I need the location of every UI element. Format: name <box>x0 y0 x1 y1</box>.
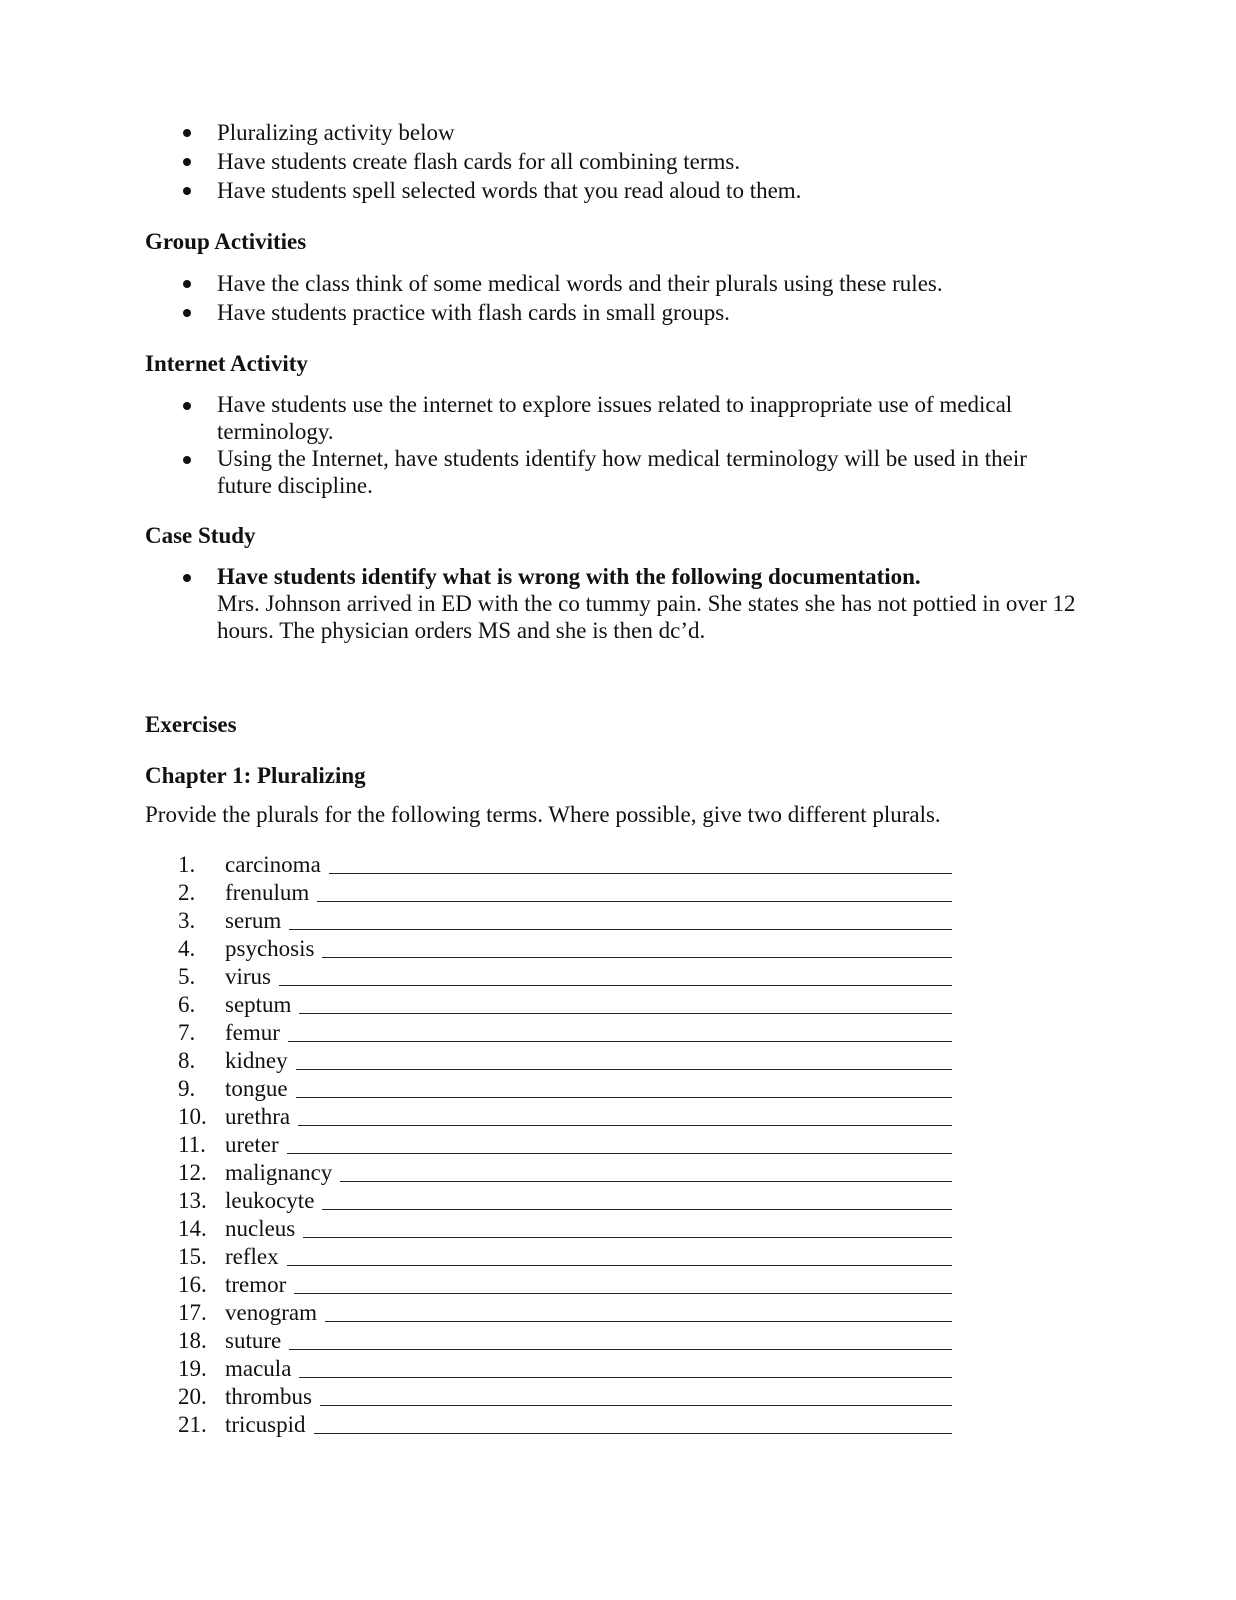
exercise-item <box>145 851 1085 879</box>
exercise-item <box>145 1383 1085 1411</box>
answer-blank[interactable] <box>289 1327 952 1350</box>
exercise-term: tongue <box>225 1076 288 1101</box>
exercise-number: 14. <box>178 1216 207 1241</box>
answer-blank[interactable] <box>289 907 952 930</box>
exercise-item <box>145 991 1085 1019</box>
exercise-number: 18. <box>178 1328 207 1353</box>
case-study-text: Mrs. Johnson arrived in ED with the co tummy pain. She states she has not pottied in over 12 hours. The physician orders MS and she is then dc’d. <box>217 591 1076 643</box>
exercise-term: tremor <box>225 1272 287 1297</box>
exercise-number: 1. <box>178 852 196 877</box>
exercise-number: 21. <box>178 1412 207 1437</box>
exercise-item <box>145 1327 1085 1355</box>
exercise-item <box>145 879 1085 907</box>
exercise-term: macula <box>225 1356 292 1381</box>
exercise-list <box>145 851 1085 1439</box>
exercise-number: 13. <box>178 1188 207 1213</box>
exercise-number: 7. <box>178 1020 196 1045</box>
list-item: Have students create flash cards for all combining terms. <box>145 147 1085 176</box>
exercise-term: kidney <box>225 1048 288 1073</box>
exercise-item <box>145 1355 1085 1383</box>
exercise-number: 15. <box>178 1244 207 1269</box>
answer-blank[interactable] <box>296 1047 952 1070</box>
exercise-item <box>145 935 1085 963</box>
exercise-term: carcinoma <box>225 852 321 877</box>
exercise-item <box>145 1019 1085 1047</box>
exercise-term: virus <box>225 964 271 989</box>
answer-blank[interactable] <box>288 1019 952 1042</box>
exercise-item <box>145 907 1085 935</box>
exercise-term: femur <box>225 1020 280 1045</box>
answer-blank[interactable] <box>287 1243 952 1266</box>
case-study-item <box>145 563 1085 644</box>
exercise-item <box>145 1187 1085 1215</box>
exercise-number: 12. <box>178 1160 207 1185</box>
exercise-item <box>145 1411 1085 1439</box>
exercise-instruction: Provide the plurals for the following terms. Where possible, give two different plurals. <box>145 802 941 827</box>
exercise-number: 10. <box>178 1104 207 1129</box>
top-bullet-list <box>145 118 1085 205</box>
answer-blank[interactable] <box>303 1215 952 1238</box>
internet-activity-list <box>145 391 1085 499</box>
answer-blank[interactable] <box>314 1411 952 1434</box>
exercise-item <box>145 1271 1085 1299</box>
internet-activity-heading: Internet Activity <box>145 351 308 376</box>
exercise-item <box>145 1103 1085 1131</box>
exercise-number: 17. <box>178 1300 207 1325</box>
exercise-number: 11. <box>178 1132 206 1157</box>
document-page <box>145 118 1085 1439</box>
exercise-term: venogram <box>225 1300 317 1325</box>
exercise-term: tricuspid <box>225 1412 306 1437</box>
exercise-item <box>145 1159 1085 1187</box>
list-item: Pluralizing activity below <box>145 118 1085 147</box>
exercise-term: suture <box>225 1328 282 1353</box>
exercise-term: reflex <box>225 1244 279 1269</box>
exercise-number: 16. <box>178 1272 207 1297</box>
exercise-number: 8. <box>178 1048 196 1073</box>
exercise-term: frenulum <box>225 880 310 905</box>
group-activities-heading: Group Activities <box>145 229 307 254</box>
exercise-item <box>145 1047 1085 1075</box>
exercise-number: 2. <box>178 880 196 905</box>
list-item: Using the Internet, have students identify how medical terminology will be used in their future discipline. <box>145 445 1085 499</box>
answer-blank[interactable] <box>320 1383 952 1406</box>
exercise-term: nucleus <box>225 1216 296 1241</box>
exercise-number: 19. <box>178 1356 207 1381</box>
exercise-term: psychosis <box>225 936 315 961</box>
exercise-item <box>145 1131 1085 1159</box>
exercises-heading: Exercises <box>145 712 237 737</box>
case-study-instruction: Have students identify what is wrong with the following documentation. <box>217 564 921 589</box>
answer-blank[interactable] <box>322 935 952 958</box>
exercise-number: 6. <box>178 992 196 1017</box>
case-study-list <box>145 563 1085 644</box>
exercise-item <box>145 1299 1085 1327</box>
exercise-term: septum <box>225 992 292 1017</box>
exercise-term: malignancy <box>225 1160 333 1185</box>
exercise-number: 20. <box>178 1384 207 1409</box>
exercise-term: urethra <box>225 1104 291 1129</box>
answer-blank[interactable] <box>296 1075 952 1098</box>
exercise-item <box>145 1075 1085 1103</box>
exercise-item <box>145 963 1085 991</box>
answer-blank[interactable] <box>294 1271 952 1294</box>
answer-blank[interactable] <box>340 1159 952 1182</box>
exercise-term: ureter <box>225 1132 279 1157</box>
exercise-term: thrombus <box>225 1384 312 1409</box>
list-item: Have students use the internet to explore issues related to inappropriate use of medical terminology. <box>145 391 1085 445</box>
exercise-term: serum <box>225 908 282 933</box>
group-activities-list <box>145 269 1085 327</box>
answer-blank[interactable] <box>299 991 952 1014</box>
answer-blank[interactable] <box>298 1103 952 1126</box>
chapter-heading: Chapter 1: Pluralizing <box>145 763 366 788</box>
exercise-number: 5. <box>178 964 196 989</box>
exercise-item <box>145 1215 1085 1243</box>
exercise-number: 3. <box>178 908 196 933</box>
exercise-item <box>145 1243 1085 1271</box>
exercise-term: leukocyte <box>225 1188 315 1213</box>
list-item: Have the class think of some medical words and their plurals using these rules. <box>145 269 1085 298</box>
case-study-heading: Case Study <box>145 523 256 548</box>
answer-blank[interactable] <box>322 1187 952 1210</box>
list-item: Have students practice with flash cards in small groups. <box>145 298 1085 327</box>
answer-blank[interactable] <box>287 1131 952 1154</box>
answer-blank[interactable] <box>325 1299 952 1322</box>
answer-blank[interactable] <box>299 1355 952 1378</box>
answer-blank[interactable] <box>279 963 952 986</box>
exercise-number: 9. <box>178 1076 196 1101</box>
answer-blank[interactable] <box>329 851 952 874</box>
answer-blank[interactable] <box>317 879 952 902</box>
list-item: Have students spell selected words that you read aloud to them. <box>145 176 1085 205</box>
exercise-number: 4. <box>178 936 196 961</box>
